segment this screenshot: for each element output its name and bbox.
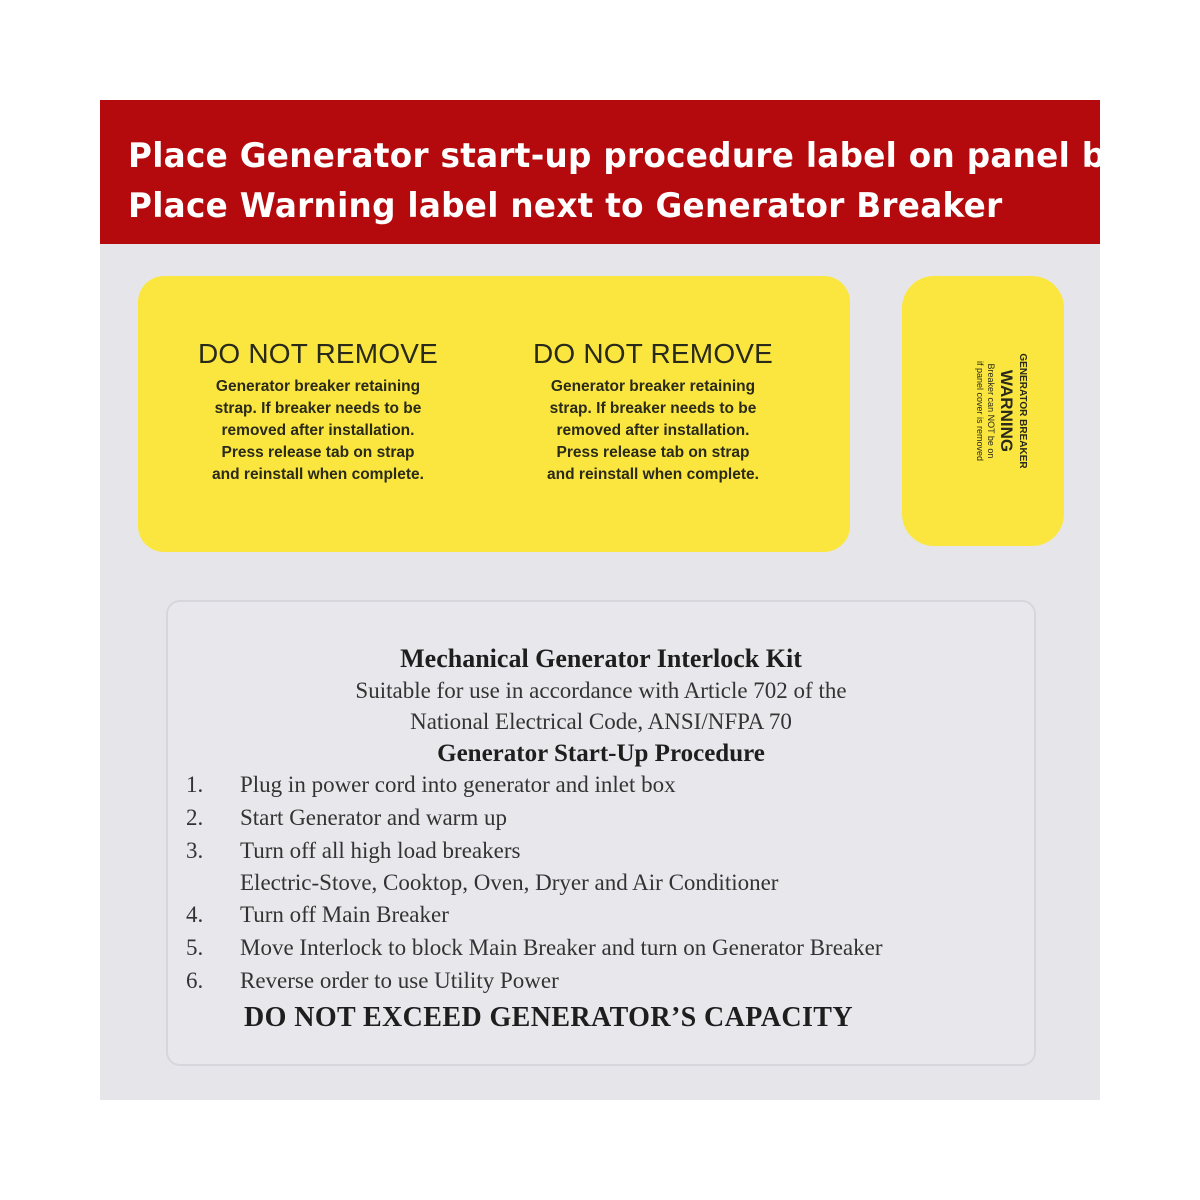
- banner-line-1: Place Generator start-up procedure label on panel box: [128, 136, 1150, 176]
- step-number: 1.: [186, 772, 204, 797]
- do-not-remove-text: Generator breaker retaining strap. If breaker needs to be removed after installation. Press release tab on strap and reinstall when complete.: [547, 378, 759, 483]
- capacity-warning: DO NOT EXCEED GENERATOR’S CAPACITY: [244, 1002, 853, 1033]
- kit-title: Mechanical Generator Interlock Kit: [400, 644, 802, 673]
- step-number: 5.: [186, 935, 204, 960]
- procedure-step: [186, 772, 676, 798]
- step-text: Move Interlock to block Main Breaker and turn on Generator Breaker: [240, 935, 883, 960]
- kit-subtitle-line-1: Suitable for use in accordance with Article 702 of the: [355, 678, 847, 703]
- step-3-note: Electric-Stove, Cooktop, Oven, Dryer and Air Conditioner: [240, 870, 779, 895]
- generator-breaker-warning-label: [902, 276, 1064, 546]
- warning-title: WARNING: [997, 369, 1016, 453]
- start-up-procedure-label: [166, 600, 1036, 1066]
- instruction-banner: [100, 100, 1150, 244]
- warning-header: GENERATOR BREAKER: [1017, 353, 1028, 469]
- procedure-title: Generator Start-Up Procedure: [437, 740, 765, 767]
- procedure-step: [186, 935, 882, 961]
- step-number: 2.: [186, 805, 204, 830]
- step-number: 6.: [186, 968, 204, 993]
- step-number: 4.: [186, 902, 204, 927]
- warning-text: Breaker can NOT be on if panel cover is removed: [975, 360, 996, 462]
- retaining-strap-label: [138, 276, 850, 552]
- step-text: Turn off all high load breakers: [240, 838, 521, 863]
- kit-subtitle-line-2: National Electrical Code, ANSI/NFPA 70: [410, 709, 792, 734]
- procedure-step: [186, 968, 559, 994]
- do-not-remove-title: DO NOT REMOVE: [532, 338, 774, 369]
- step-text: Reverse order to use Utility Power: [240, 968, 559, 993]
- warning-rotated-text: [938, 311, 1028, 511]
- do-not-remove-block-left: [168, 338, 468, 486]
- step-text: Turn off Main Breaker: [240, 902, 449, 927]
- step-text: Plug in power cord into generator and inlet box: [240, 772, 676, 797]
- step-number: 3.: [186, 838, 204, 863]
- banner-line-2: Place Warning label next to Generator Breaker: [128, 186, 1003, 226]
- procedure-step: [186, 805, 507, 831]
- do-not-remove-title: DO NOT REMOVE: [197, 338, 439, 369]
- do-not-remove-block-right: [503, 338, 803, 486]
- step-text: Start Generator and warm up: [240, 805, 507, 830]
- product-image: [100, 100, 1150, 1100]
- do-not-remove-text: Generator breaker retaining strap. If breaker needs to be removed after installation. Press release tab on strap and reinstall when complete.: [212, 378, 424, 483]
- procedure-step: [186, 902, 449, 928]
- procedure-step: [186, 838, 520, 864]
